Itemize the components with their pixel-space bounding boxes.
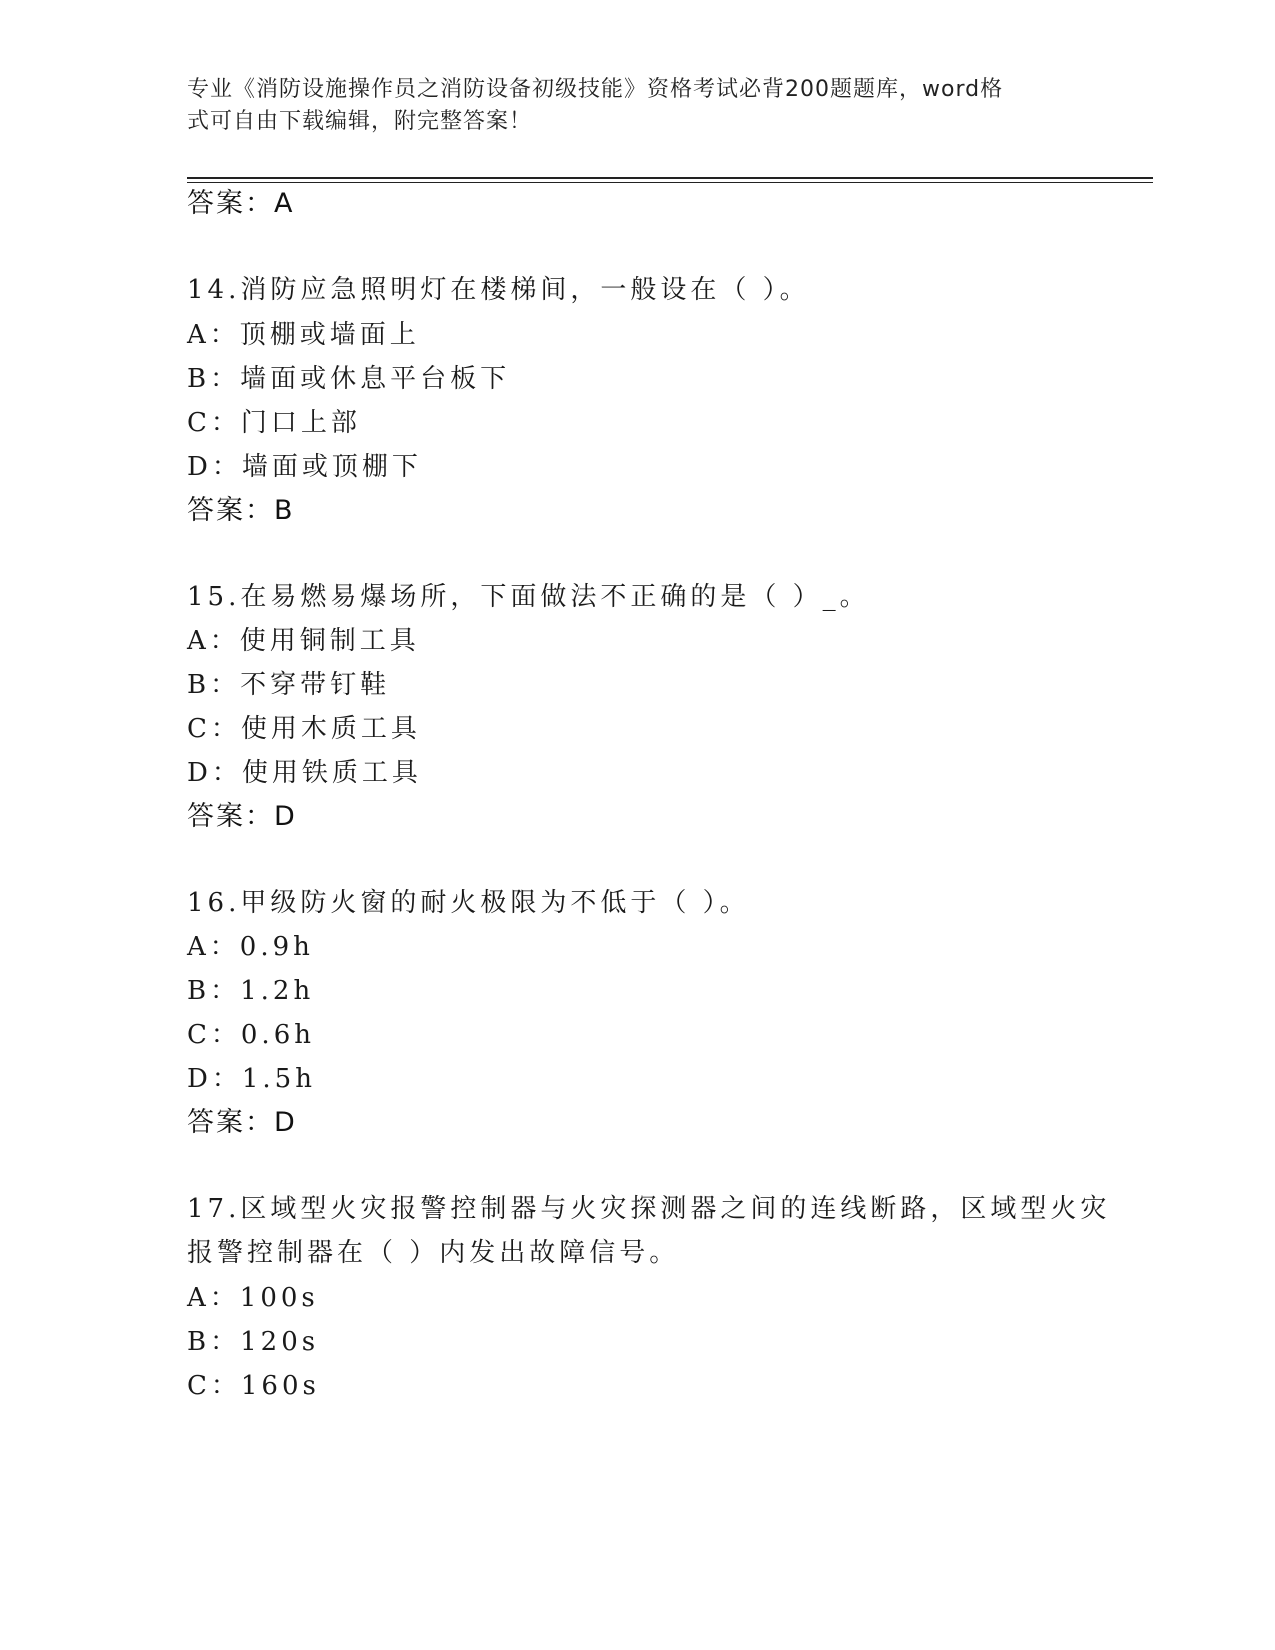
question-16-option-a: A：0.9h (187, 932, 314, 962)
question-15-option-d: D：使用铁质工具 (187, 758, 422, 788)
document-header (187, 74, 1067, 138)
question-14-stem: 14.消防应急照明灯在楼梯间，一般设在（ ）。 (187, 275, 810, 305)
question-15-option-b: B：不穿带钉鞋 (187, 670, 391, 700)
question-14-option-a: A：顶棚或墙面上 (187, 320, 420, 350)
question-14-option-c: C：门口上部 (187, 408, 361, 438)
header-rule-thin (187, 182, 1153, 183)
question-14-option-d: D：墙面或顶棚下 (187, 452, 422, 482)
header-line-2: 式可自由下载编辑，附完整答案！ (187, 109, 533, 134)
question-16-stem: 16.甲级防火窗的耐火极限为不低于（ ）。 (187, 888, 750, 918)
question-14-option-b: B：墙面或休息平台板下 (187, 364, 511, 394)
header-line-1: 专业《消防设施操作员之消防设备初级技能》资格考试必背200题题库，word格 (187, 77, 1004, 102)
question-15-option-c: C：使用木质工具 (187, 714, 421, 744)
question-17-option-a: A：100s (187, 1283, 319, 1313)
question-16-answer: 答案：D (187, 1107, 297, 1138)
question-16-option-c: C：0.6h (187, 1020, 315, 1050)
answer-previous: 答案：A (187, 188, 295, 219)
question-15-stem: 15.在易燃易爆场所，下面做法不正确的是（ ）_。 (187, 582, 870, 612)
header-rule-thick (187, 177, 1153, 179)
question-17-option-b: B：120s (187, 1327, 320, 1357)
question-17-stem-line-1: 17.区域型火灾报警控制器与火灾探测器之间的连线断路，区域型火灾 (187, 1194, 1111, 1224)
question-17-option-c: C：160s (187, 1371, 320, 1401)
question-15-answer: 答案：D (187, 801, 297, 832)
question-16-option-b: B：1.2h (187, 976, 315, 1006)
question-15-option-a: A：使用铜制工具 (187, 626, 420, 656)
question-16-option-d: D：1.5h (187, 1064, 316, 1094)
question-17-stem-line-2: 报警控制器在（ ）内发出故障信号。 (187, 1238, 680, 1268)
question-14-answer: 答案：B (187, 495, 295, 526)
